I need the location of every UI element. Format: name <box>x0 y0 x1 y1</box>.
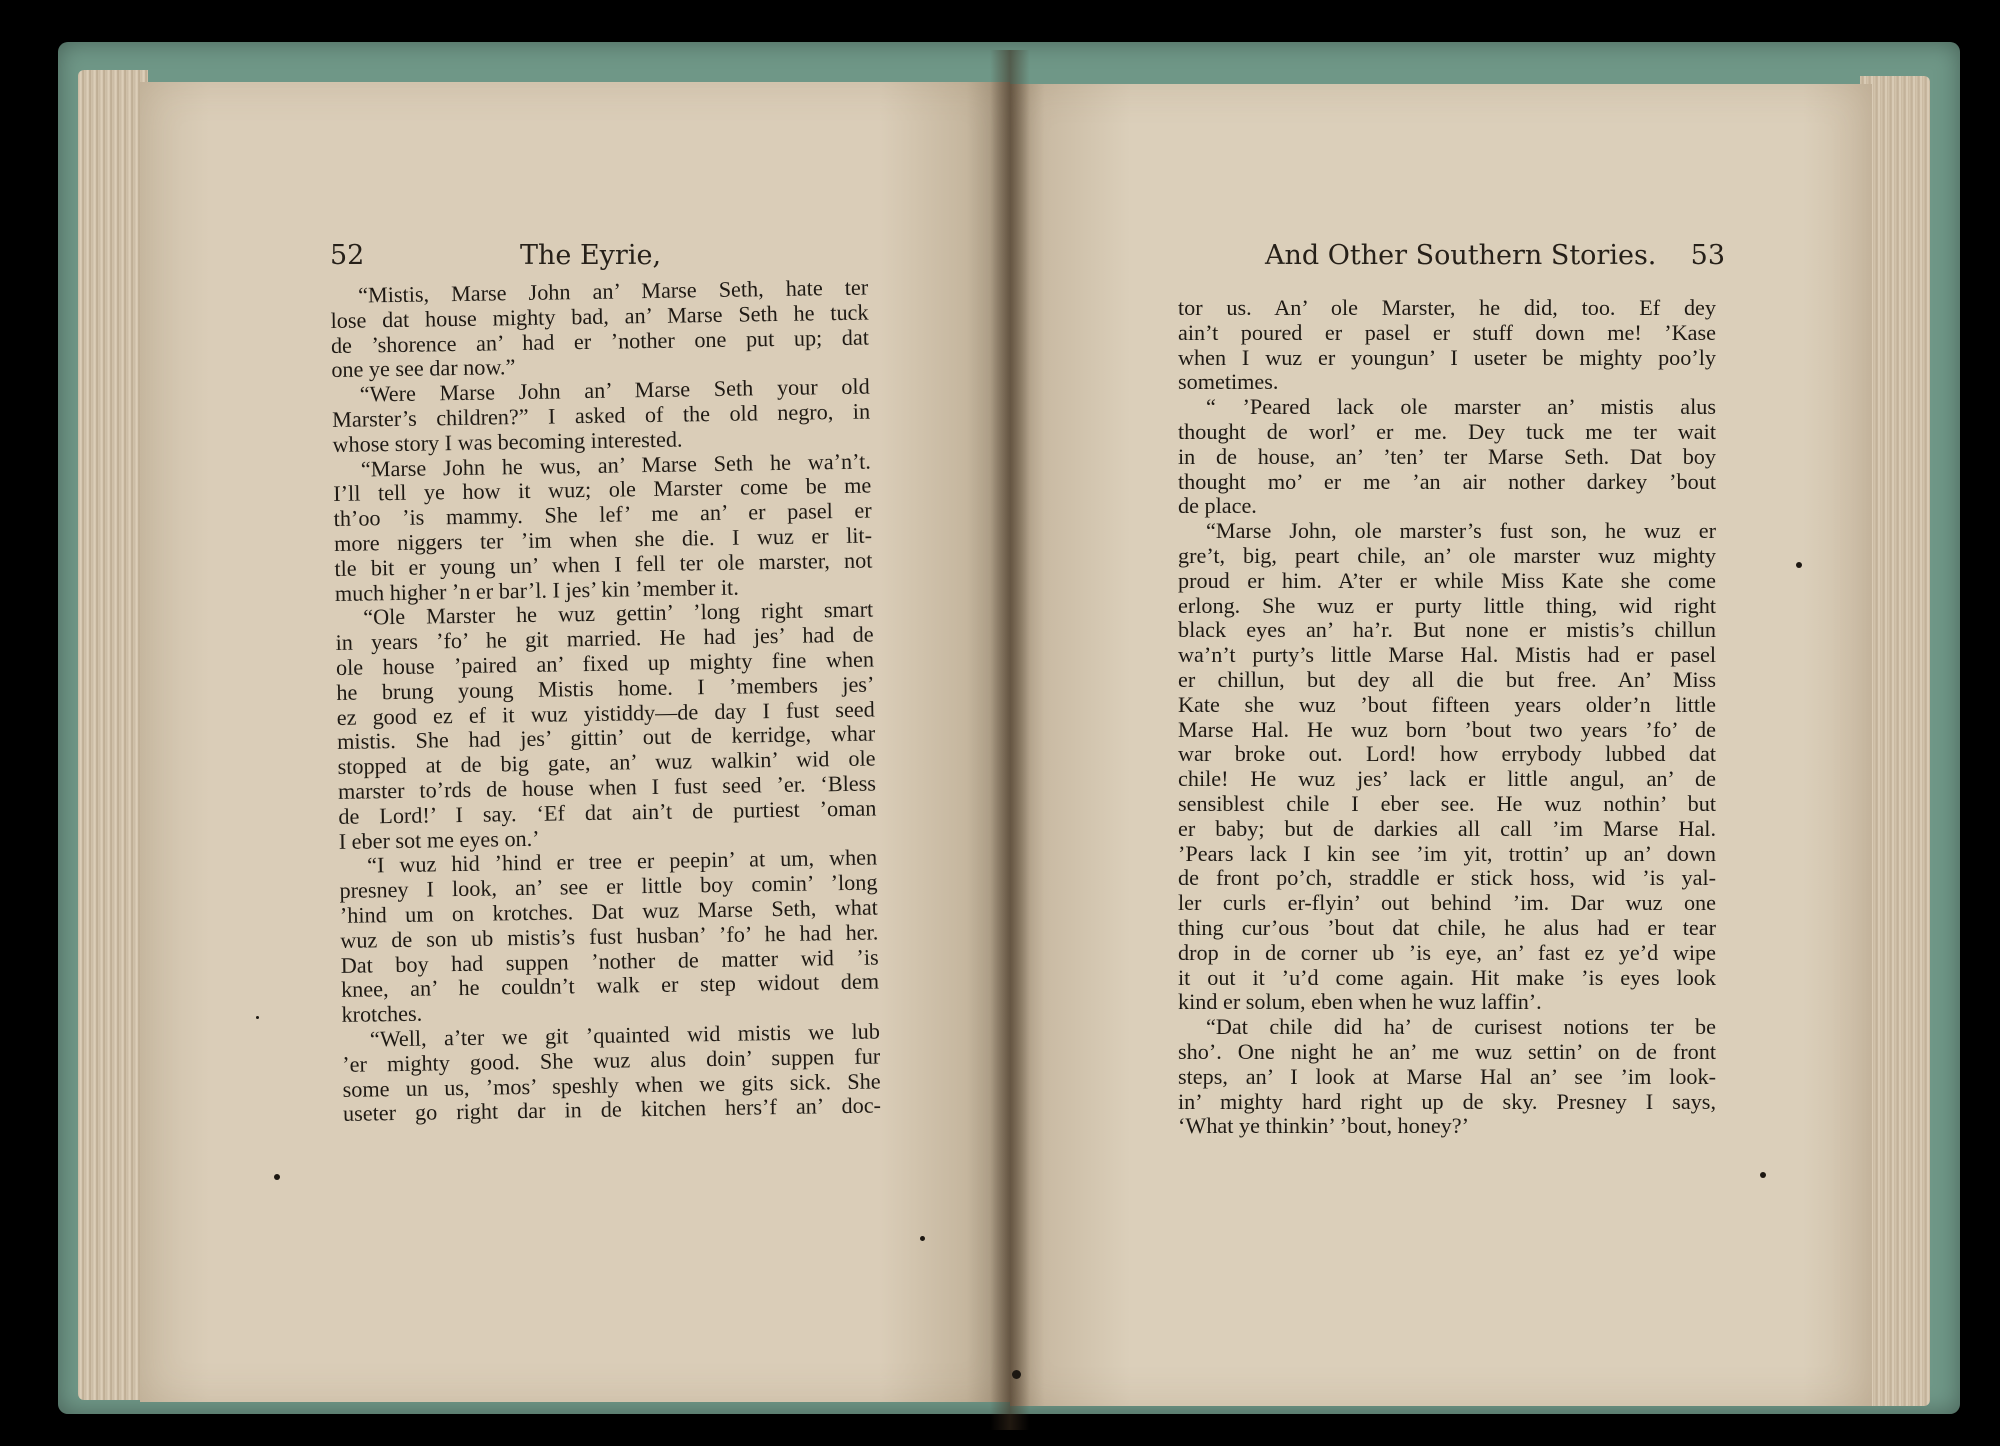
page-edges-left <box>78 70 148 1400</box>
text-line: useter go right dar in de kitchen hers’f an’ doc- <box>342 1092 882 1127</box>
text-line: sho’. One night he an’ me wuz settin’ on de front <box>1178 1038 1716 1064</box>
text-line: stopped at de big gate, an’ wuz walkin’ wid ole <box>337 745 876 780</box>
text-line: de Lord!’ I say. ‘Ef dat ain’t de purtiest ’oman <box>338 795 877 829</box>
text-line: Dat boy had suppen ’nother de matter wid ’is <box>340 943 879 978</box>
text-line: sometimes. <box>1178 369 1279 395</box>
left-page-header <box>330 236 890 276</box>
text-line: de place. <box>1178 493 1257 519</box>
left-page-text <box>330 276 881 1127</box>
text-line: drop in de corner ub ’is eye, an’ fast ez ye’d wipe <box>1178 939 1716 965</box>
text-line: thing cur’ous ’bout dat chile, he alus had er tear <box>1178 914 1716 940</box>
text-line: th’oo ’is mammy. She lef’ me an’ er pasel er <box>333 497 872 532</box>
text-line: erlong. She wuz er purty little thing, wid right <box>1178 592 1716 618</box>
right-page-header <box>1265 236 1725 276</box>
text-line: tor us. An’ ole Marster, he did, too. Ef dey <box>1178 295 1716 320</box>
text-line: sensiblest chile I eber see. He wuz nothin’ but <box>1178 790 1716 816</box>
text-line: er baby; but de darkies all call ’im Marse Hal. <box>1178 815 1716 841</box>
paper-speck <box>1796 562 1802 568</box>
text-line: wuz de son ub mistis’s fust husban’ ’fo’ he had her. <box>340 919 879 953</box>
paper-speck <box>1760 1172 1766 1178</box>
book-gutter <box>990 50 1030 1430</box>
right-running-head: And Other Southern Stories. <box>1265 240 1657 271</box>
text-line: “Mistis, Marse John an’ Marse Seth, hate ter <box>357 274 869 308</box>
text-line: presney I look, an’ see er little boy comin’ ’long <box>339 869 878 904</box>
text-line: marster to’rds de house when I fust seed ’er. ‘Bless <box>337 770 877 804</box>
text-line: I’ll tell ye how it wuz; ole Marster come be me <box>333 472 872 507</box>
text-line: ole house ’paired an’ fixed up mighty fine when <box>335 646 875 680</box>
paper-speck <box>920 1236 925 1241</box>
text-line: I eber sot me eyes on.’ <box>338 825 540 854</box>
text-line: chile! He wuz jes’ lack er little angul, an’ de <box>1178 766 1716 792</box>
paper-speck <box>1012 1370 1021 1379</box>
text-line: thought de worl’ er me. Dey tuck me ter wait <box>1178 418 1716 444</box>
text-line: wa’n’t purty’s little Marse Hal. Mistis had er pasel <box>1178 642 1716 668</box>
text-line: some un us, ’mos’ speshly when we gits sick. She <box>342 1067 881 1102</box>
text-line: proud er him. A’ter er while Miss Kate she come <box>1178 567 1716 593</box>
text-line: one ye see dar now.” <box>331 354 516 383</box>
text-line: ler curls er-flyin’ out behind ’im. Dar wuz one <box>1178 890 1716 916</box>
text-line: ez good ez ef it wuz yistiddy—de day I fust seed <box>336 696 875 730</box>
text-line: Marster’s children?” I asked of the old negro, in <box>331 398 871 432</box>
text-line: more niggers ter ’im when she die. I wuz er lit- <box>333 522 873 556</box>
text-line: black eyes an’ ha’r. But none er mistis’s chillun <box>1178 617 1716 643</box>
text-line: ‘What ye thinkin’ ’bout, honey?’ <box>1178 1113 1470 1139</box>
text-line: in’ mighty hard right up de sky. Presney I says, <box>1178 1088 1716 1114</box>
text-line: steps, an’ I look at Marse Hal an’ see ’im look- <box>1178 1063 1716 1089</box>
text-line: “Ole Marster he wuz gettin’ ’long right smart <box>363 596 874 630</box>
text-line: ’Pears lack I kin see ’im yit, trottin’ up an’ down <box>1178 840 1716 866</box>
text-line: “Well, a’ter we git ’quainted wid mistis we lub <box>369 1018 880 1052</box>
text-line: when I wuz er youngun’ I useter be mighty poo’ly <box>1178 344 1716 370</box>
text-line: ’er mighty good. She wuz alus doin’ suppen fur <box>342 1043 881 1077</box>
text-line: “ ’Peared lack ole marster an’ mistis alus <box>1206 394 1716 420</box>
text-line: in de house, an’ ’ten’ ter Marse Seth. Dat boy <box>1178 443 1716 469</box>
text-line: in years ’fo’ he git married. He had jes’ had de <box>335 621 874 656</box>
text-line: kind er solum, eben when he wuz laffin’. <box>1178 989 1542 1015</box>
text-line: “I wuz hid ’hind er tree er peepin’ at um, when <box>366 844 878 878</box>
text-line: “Marse John he wus, an’ Marse Seth he wa’n’t. <box>360 448 872 482</box>
text-line: war broke out. Lord! how errybody lubbed dat <box>1178 741 1716 767</box>
text-line: whose story I was becoming interested. <box>332 426 683 457</box>
text-line: gre’t, big, peart chile, an’ ole marster wuz mighty <box>1178 542 1716 568</box>
text-line: he brung young Mistis home. I ’members jes’ <box>336 671 875 705</box>
left-page-number: 52 <box>330 240 365 271</box>
right-page-number: 53 <box>1690 240 1725 271</box>
text-line: much higher ’n er bar’l. I jes’ kin ’member it. <box>334 574 739 606</box>
text-line: thought mo’ er me ’an air nother darkey ’bout <box>1178 468 1716 494</box>
text-line: “Dat chile did ha’ de curisest notions ter be <box>1206 1014 1716 1040</box>
paper-speck <box>256 1016 259 1019</box>
text-line: knee, an’ he couldn’t walk er step widout dem <box>340 968 880 1003</box>
text-line: Marse Hal. He wuz born ’bout two years ’fo’ de <box>1178 716 1716 742</box>
text-line: “Marse John, ole marster’s fust son, he wuz er <box>1206 518 1716 544</box>
text-line: de ’shorence an’ had er ’nother one put up; dat <box>330 324 870 358</box>
text-line: mistis. She had jes’ gittin’ out de kerridge, whar <box>336 720 876 755</box>
text-line: it out it ’u’d come again. Hit make ’is eyes look <box>1178 964 1716 990</box>
text-line: de front po’ch, straddle er stick hoss, wid ’is yal- <box>1178 865 1716 891</box>
left-running-head: The Eyrie, <box>520 240 662 271</box>
right-page-text <box>1178 296 1716 1139</box>
text-line: Kate she wuz ’bout fifteen years older’n little <box>1178 691 1716 717</box>
text-line: ain’t poured er pasel er stuff down me! ’Kase <box>1178 319 1716 345</box>
text-line: lose dat house mighty bad, an’ Marse Seth he tuck <box>330 299 869 333</box>
text-line: krotches. <box>341 1000 423 1028</box>
text-line: tle bit er young un’ when I fell ter ole marster, not <box>334 547 873 581</box>
text-line: er chillun, but dey all die but free. An’ Miss <box>1178 666 1716 692</box>
text-line: ’hind um on krotches. Dat wuz Marse Seth, what <box>339 894 879 928</box>
text-line: “Were Marse John an’ Marse Seth your old <box>359 373 870 407</box>
paper-speck <box>274 1174 280 1180</box>
